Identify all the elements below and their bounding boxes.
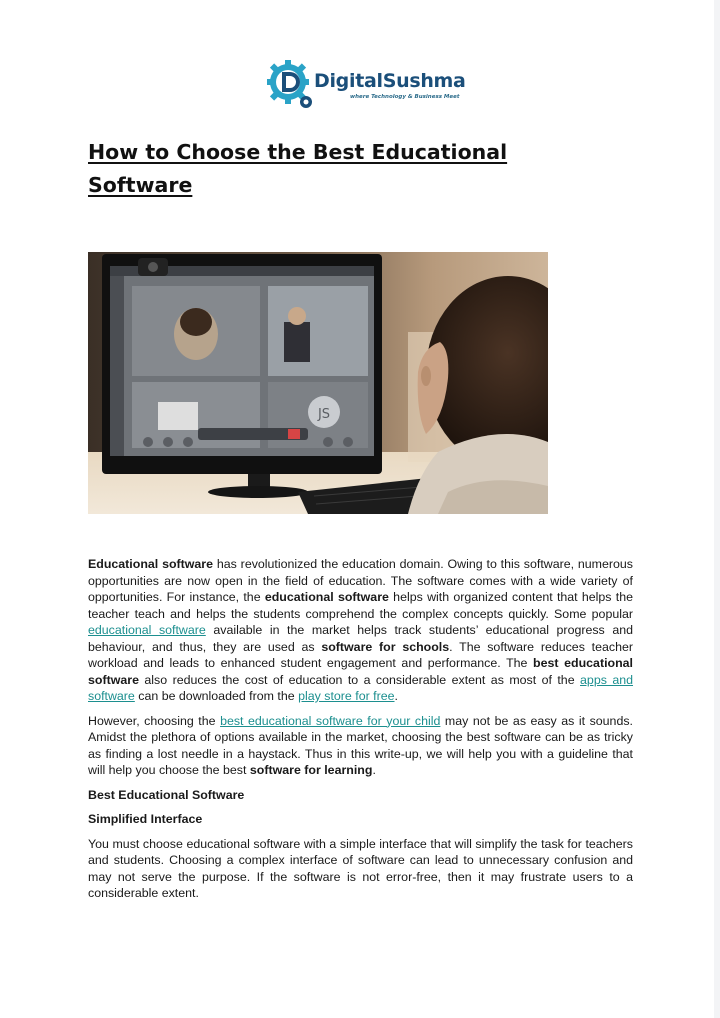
page-edge	[714, 0, 720, 1018]
link-apps-and-software[interactable]: apps and software	[88, 672, 634, 703]
text-span: However, choosing the	[88, 713, 221, 728]
text-span: helps with organized content that helps the teacher teach and helps the students comprehend the complex concepts quickly. Some popular	[88, 590, 633, 621]
child-at-computer-video-call-photo-icon	[88, 252, 548, 514]
text-span: may not be as easy as it sounds. Amidst the plethora of options available in the market, choosing the best software can be as tricky as finding a lost needle in a haystack. Thus in this write-up, we will help you with a guideline that will help you choose the best	[88, 713, 633, 777]
bold-text: educational software	[264, 590, 389, 604]
brand-logo[interactable]	[266, 58, 466, 110]
article-body	[88, 556, 633, 910]
text-span: .	[372, 763, 376, 777]
text-span: . The software reduces teacher workload and leads to enhanced student engagement and performance. The	[88, 639, 633, 670]
subsection-heading: Simplified Interface	[88, 812, 203, 826]
bold-text: software for learning	[249, 763, 373, 777]
link-play-store-for-free[interactable]: play store for free	[298, 689, 395, 703]
bold-text: Educational software	[88, 557, 214, 571]
paragraph-simplified-interface: You must choose educational software with a simple interface that will simplify the task for teachers and students. Choosing a complex interface of software can lead to unnecessary confusion and may not serve the purpose. If the software is not error-free, then it may frustrate users to a considerable extent.	[88, 836, 633, 900]
paragraph-intro	[88, 556, 633, 705]
gear-d-logo-icon	[266, 58, 318, 110]
link-educational-software[interactable]: educational software	[88, 623, 206, 637]
section-heading: Best Educational Software	[88, 787, 245, 802]
text-span: can be downloaded from the	[134, 689, 299, 703]
article-title: How to Choose the Best Educational Software	[88, 140, 508, 197]
bold-text: software for schools	[321, 639, 450, 654]
text-span: also reduces the cost of education to a considerable extent as most of the	[138, 672, 581, 687]
text-span: available in the market helps track students’ educational progress and behaviour, and thus, they are used as	[88, 623, 633, 654]
screen-initials: JS	[317, 407, 331, 422]
text-span: .	[394, 689, 398, 703]
paragraph-guideline	[88, 713, 633, 779]
text-span: has revolutionized the education domain. Owing to this software, numerous opportunities are now open in the field of education. The software comes with a wide variety of opportunities. For instance, the	[88, 557, 634, 604]
logo-tagline: where Technology & Business Meet	[350, 94, 460, 100]
logo-brand-name: DigitalSushma	[314, 70, 466, 92]
hero-photo	[88, 252, 548, 514]
bold-text: best educational software	[88, 656, 633, 687]
link-best-software-for-child[interactable]: best educational software for your child	[220, 713, 441, 728]
